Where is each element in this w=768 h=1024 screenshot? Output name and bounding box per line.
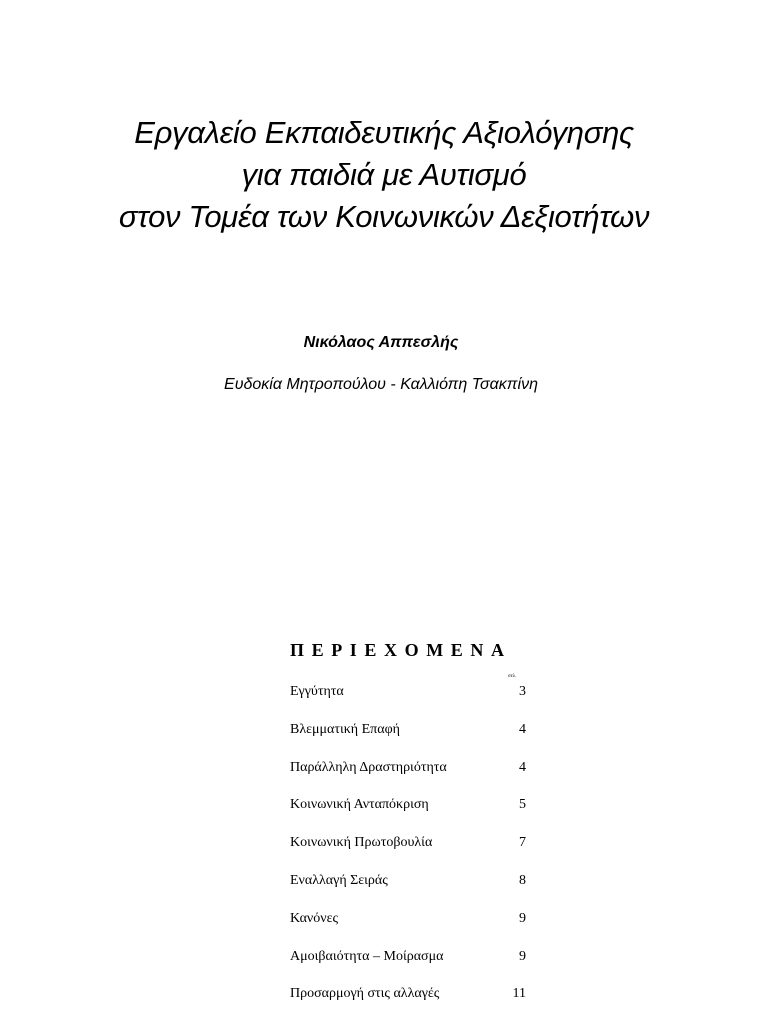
toc-entry-page: 5 [519, 797, 526, 813]
toc-entry-title: Κοινωνική Ανταπόκριση [290, 797, 429, 813]
toc-entry-page: 9 [519, 910, 526, 926]
toc-entry [290, 986, 530, 1024]
co-authors: Ευδοκία Μητροπούλου - Καλλιόπη Τσακπίνη [224, 376, 538, 393]
toc-entry [290, 684, 530, 722]
toc-entry [290, 873, 530, 911]
title-line-1: Εργαλείο Εκπαιδευτικής Αξιολόγησης [134, 115, 634, 150]
primary-author: Νικόλαος Αππεσλής [303, 334, 459, 351]
toc-entry [290, 949, 530, 987]
title-line-2: για παιδιά με Αυτισμό [241, 157, 527, 192]
toc-entry [290, 797, 530, 835]
toc-entry [290, 722, 530, 760]
toc-entry-title: Βλεμματική Επαφή [290, 721, 400, 737]
toc-entry-title: Κοινωνική Πρωτοβουλία [290, 835, 433, 851]
toc-list [290, 684, 530, 1024]
title-line-3: στον Τομέα των Κοινωνικών Δεξιοτήτων [118, 199, 650, 234]
toc-entry-page: 11 [512, 986, 526, 1002]
toc-heading: ΠΕΡΙΕΧΟΜΕΝΑ [290, 640, 512, 660]
toc-entry-title: Εγγύτητα [290, 684, 344, 699]
toc-entry-page: 4 [519, 759, 526, 775]
toc-entry [290, 760, 530, 798]
toc-entry-page: 8 [519, 872, 526, 888]
table-of-contents [290, 640, 530, 1002]
toc-entry-page: 7 [519, 835, 526, 851]
toc-entry-page: 3 [519, 684, 526, 699]
toc-entry-title: Αμοιβαιότητα – Μοίρασμα [290, 948, 444, 964]
toc-entry [290, 911, 530, 949]
toc-entry-title: Εναλλαγή Σειράς [290, 872, 388, 888]
toc-entry-title: Παράλληλη Δραστηριότητα [290, 759, 447, 775]
toc-entry-title: Προσαρμογή στις αλλαγές [290, 986, 440, 1002]
toc-entry-page: 9 [519, 948, 526, 964]
toc-entry [290, 835, 530, 873]
document-title [0, 112, 768, 238]
toc-entry-title: Κανόνες [290, 910, 339, 926]
toc-entry-page: 4 [519, 721, 526, 737]
toc-page-column-label: σελ. [508, 674, 517, 679]
